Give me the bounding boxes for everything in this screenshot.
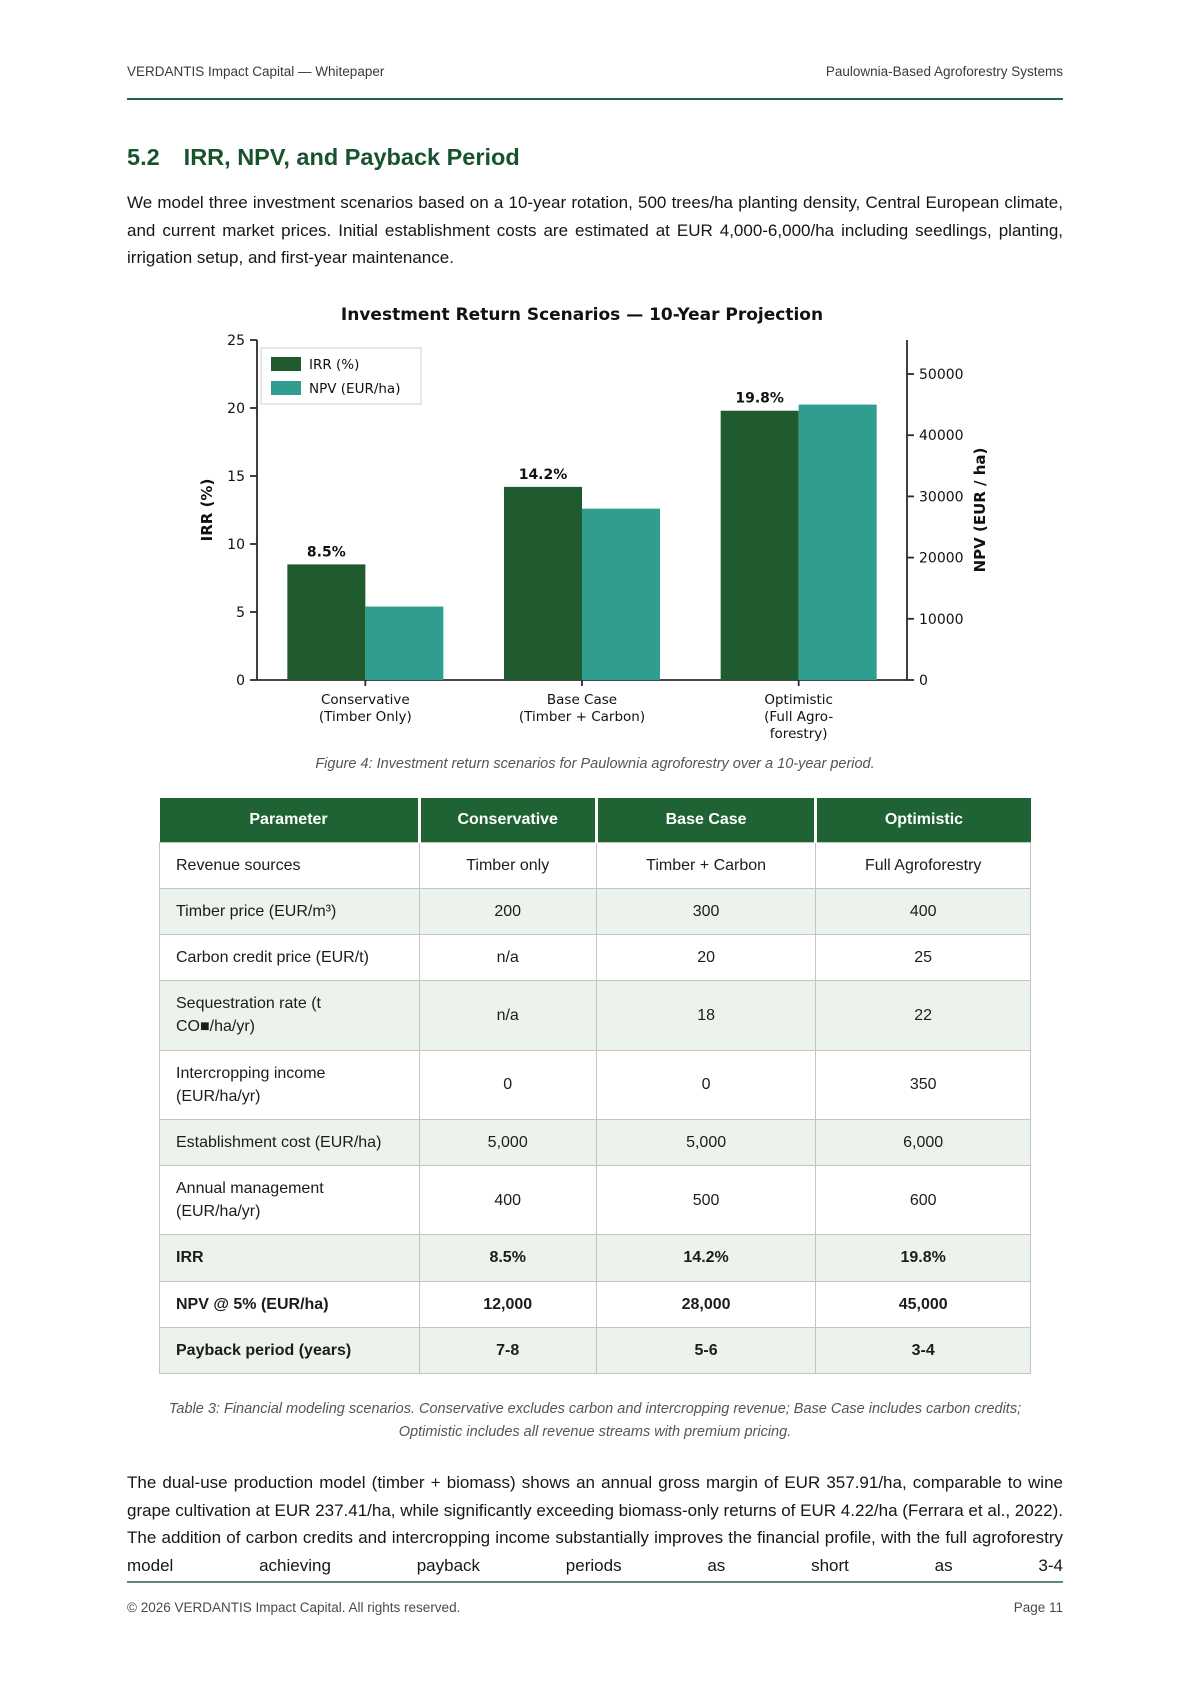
legend-swatch [271,357,301,371]
value-cell: 0 [419,1050,596,1119]
investment-chart [127,298,1067,750]
left-tick-label: 25 [227,332,245,349]
table-row [160,981,1031,1050]
right-tick-label: 0 [919,672,928,689]
value-cell: n/a [419,934,596,980]
value-cell: 7-8 [419,1327,596,1373]
table-header-optimistic: Optimistic [816,798,1031,843]
section-heading [127,144,1063,171]
bar-value-label: 14.2% [518,466,568,483]
figure-caption: Figure 4: Investment return scenarios for Paulownia agroforestry over a 10-year period. [315,755,875,772]
value-cell: 500 [596,1166,816,1235]
irr-bar [504,486,582,679]
header-rule [127,98,1063,100]
right-tick-label: 20000 [919,550,964,567]
value-cell: Timber only [419,842,596,888]
table-head [160,798,1031,843]
value-cell: 19.8% [816,1235,1031,1281]
parameter-cell: Carbon credit price (EUR/t) [160,934,420,980]
parameter-cell: NPV @ 5% (EUR/ha) [160,1281,420,1327]
right-tick-label: 40000 [919,427,964,444]
page-header [127,0,1063,79]
legend-swatch [271,381,301,395]
value-cell: 18 [596,981,816,1050]
footer-copyright: © 2026 VERDANTIS Impact Capital. All rights reserved. [127,1600,461,1615]
value-cell: 0 [596,1050,816,1119]
x-tick-label: forestry) [769,725,828,742]
value-cell: 8.5% [419,1235,596,1281]
table-row [160,888,1031,934]
value-cell: 200 [419,888,596,934]
value-cell: 350 [816,1050,1031,1119]
parameter-cell: Payback period (years) [160,1327,420,1373]
table-row [160,1050,1031,1119]
left-tick-label: 0 [236,672,245,689]
bar-value-label: 19.8% [735,390,784,407]
parameter-cell: Sequestration rate (t CO■/ha/yr) [160,981,420,1050]
legend-label: IRR (%) [309,356,360,373]
intro-paragraph: We model three investment scenarios based on a 10-year rotation, 500 trees/ha planting density, Central European climate, and current market prices. Initial establishment costs are estimated at EUR 4,000-6,000/ha including seedlings, planting, irrigation setup, and first-year maintenance. [127,193,1063,268]
y-right-axis-label: NPV (EUR / ha) [971,447,989,572]
value-cell: 5-6 [596,1327,816,1373]
value-cell: 5,000 [419,1119,596,1165]
value-cell: 25 [816,934,1031,980]
table-row [160,934,1031,980]
section-number: 5.2 [127,144,160,170]
chart-title: Investment Return Scenarios — 10-Year Projection [340,304,824,325]
value-cell: 22 [816,981,1031,1050]
parameter-cell: Establishment cost (EUR/ha) [160,1119,420,1165]
parameter-cell: Annual management (EUR/ha/yr) [160,1166,420,1235]
table-caption: Table 3: Financial modeling scenarios. Conservative excludes carbon and intercropping revenue; Base Case includes carbon credits; Optimistic includes all revenue streams with premium pricing. [168,1401,1022,1440]
y-left-axis-label: IRR (%) [198,478,216,541]
value-cell: Full Agroforestry [816,842,1031,888]
financial-scenarios-table [159,798,1031,1374]
npv-bar [582,508,660,679]
left-tick-label: 20 [227,400,245,417]
value-cell: 28,000 [596,1281,816,1327]
value-cell: 3-4 [816,1327,1031,1373]
value-cell: Timber + Carbon [596,842,816,888]
value-cell: 400 [419,1166,596,1235]
table-header-base-case: Base Case [596,798,816,843]
x-tick-label: (Timber Only) [318,708,412,725]
header-document-title: VERDANTIS Impact Capital — Whitepaper [127,64,385,79]
value-cell: 5,000 [596,1119,816,1165]
value-cell: 300 [596,888,816,934]
right-tick-label: 50000 [919,366,964,383]
footer-page-number: Page 11 [1013,1600,1063,1615]
left-tick-label: 15 [227,468,245,485]
x-tick-label: Optimistic [764,691,833,708]
right-tick-label: 30000 [919,488,964,505]
table-row [160,1235,1031,1281]
parameter-cell: IRR [160,1235,420,1281]
table-row [160,1327,1031,1373]
left-tick-label: 10 [227,536,245,553]
table-row [160,842,1031,888]
bar-value-label: 8.5% [306,543,346,560]
value-cell: 12,000 [419,1281,596,1327]
left-tick-label: 5 [236,604,245,621]
value-cell: 600 [816,1166,1031,1235]
table-header-row [160,798,1031,843]
x-tick-label: Conservative [320,691,410,708]
table-row [160,1281,1031,1327]
page-footer [127,1581,1063,1615]
table-header-parameter: Parameter [160,798,420,843]
header-subject: Paulownia-Based Agroforestry Systems [825,64,1063,79]
npv-bar [365,606,443,679]
irr-bar [287,564,365,680]
table-row [160,1166,1031,1235]
legend-label: NPV (EUR/ha) [309,380,401,397]
parameter-cell: Intercropping income (EUR/ha/yr) [160,1050,420,1119]
table-row [160,1119,1031,1165]
parameter-cell: Revenue sources [160,842,420,888]
chart-svg [127,298,1067,750]
value-cell: 45,000 [816,1281,1031,1327]
value-cell: n/a [419,981,596,1050]
body-paragraph: The dual-use production model (timber + biomass) shows an annual gross margin of EUR 357.91/ha, comparable to wine grape cultivation at EUR 237.41/ha, while significantly exceeding biomass-only returns of EUR 4.22/ha (Ferrara et al., 2022). The addition of carbon credits and intercropping income substantially improves the financial profile, with the full agroforestry model achieving payback periods as short as 3-4 [127,1472,1063,1575]
x-tick-label: (Full Agro- [764,708,834,725]
value-cell: 6,000 [816,1119,1031,1165]
value-cell: 400 [816,888,1031,934]
x-tick-label: (Timber + Carbon) [518,708,646,725]
irr-bar [721,410,799,679]
parameter-cell: Timber price (EUR/m³) [160,888,420,934]
right-tick-label: 10000 [919,611,964,628]
value-cell: 14.2% [596,1235,816,1281]
value-cell: 20 [596,934,816,980]
x-tick-label: Base Case [546,691,618,708]
section-title: IRR, NPV, and Payback Period [183,144,520,170]
table-body [160,842,1031,1373]
table-header-conservative: Conservative [419,798,596,843]
npv-bar [799,404,877,679]
